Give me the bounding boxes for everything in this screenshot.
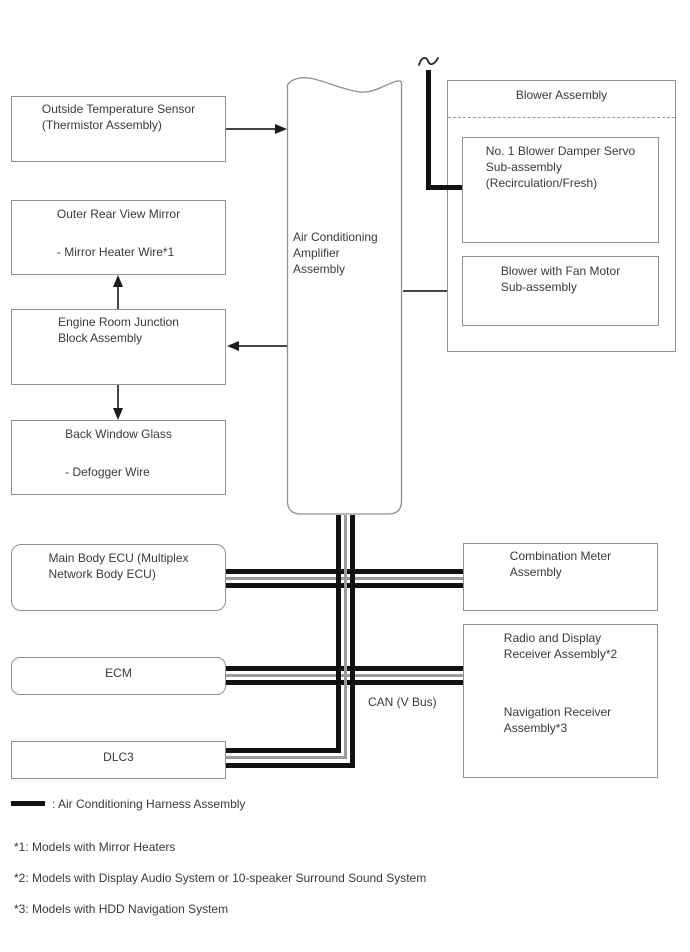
- box-label-line: Air Conditioning: [293, 230, 378, 244]
- box-label-line: Assembly: [509, 565, 562, 579]
- box-label-line: Main Body ECU (Multiplex: [48, 551, 189, 565]
- can-bus-label: CAN (V Bus): [368, 695, 437, 709]
- dlc3-bus-top: [226, 748, 341, 753]
- box-label-line: Amplifier: [293, 246, 340, 260]
- box-label-line: No. 1 Blower Damper Servo: [485, 144, 636, 158]
- blower-dashed-divider: [448, 117, 675, 118]
- box-label-line: Outer Rear View Mirror: [56, 207, 181, 221]
- dlc3-bus-bottom: [226, 763, 355, 768]
- arrowhead-up-mirror-icon: [113, 275, 123, 287]
- back-window-glass-box: [11, 420, 226, 495]
- engine-room-junction-block-box: [11, 309, 226, 385]
- ecm-box: [11, 657, 226, 695]
- air-conditioning-amplifier-shape: [286, 76, 403, 516]
- can-bus-vertical-center: [344, 515, 347, 758]
- blower-damper-servo-box: [462, 137, 659, 243]
- box-label-line: Assembly: [293, 262, 346, 276]
- box-label-line: (Recirculation/Fresh): [485, 176, 598, 190]
- box-label-line: Back Window Glass: [65, 427, 172, 441]
- box-label-line: Navigation Receiver: [503, 705, 612, 719]
- box-label-line: Receiver Assembly*2: [503, 647, 618, 661]
- box-label-line: Radio and Display: [503, 631, 602, 645]
- junction-to-back-window-line: [117, 385, 119, 409]
- box-label-line: (Thermistor Assembly): [41, 118, 162, 132]
- amplifier-label: [293, 229, 378, 277]
- legend-harness-label: : Air Conditioning Harness Assembly: [52, 797, 246, 811]
- junction-to-mirror-line: [117, 286, 119, 309]
- outer-rear-view-mirror-box: [11, 200, 226, 275]
- dlc3-bus-center: [226, 756, 347, 759]
- radio-navigation-receiver-box: [463, 624, 658, 778]
- main-body-ecu-box: [11, 544, 226, 611]
- blower-fan-motor-box: [462, 256, 659, 326]
- dlc3-box: [11, 741, 226, 779]
- box-label-line: Assembly*3: [503, 721, 568, 735]
- box-label-line: ECM: [105, 666, 132, 680]
- blower-assembly-title: Blower Assembly: [515, 88, 608, 102]
- box-label-line: Combination Meter: [509, 549, 612, 563]
- amplifier-to-fan-motor-line: [403, 290, 451, 292]
- box-label-line: Outside Temperature Sensor: [41, 102, 196, 116]
- box-label-line: - Defogger Wire: [65, 465, 150, 479]
- footnote-1: *1: Models with Mirror Heaters: [14, 840, 176, 854]
- harness-line-horizontal: [426, 185, 462, 190]
- box-label-line: DLC3: [103, 750, 134, 764]
- box-label-line: Sub-assembly: [485, 160, 562, 174]
- can-bus-vertical-right: [350, 515, 355, 768]
- box-label-line: Sub-assembly: [500, 280, 577, 294]
- arrowhead-left-junction-icon: [227, 341, 239, 351]
- box-label-line: Block Assembly: [58, 331, 143, 345]
- legend-harness-swatch: [11, 801, 45, 806]
- temp-sensor-to-amplifier-line: [226, 128, 277, 130]
- can-bus-vertical-left: [336, 515, 341, 753]
- harness-break-squiggle-icon: [416, 52, 442, 70]
- combination-meter-box: [463, 543, 658, 611]
- footnote-3: *3: Models with HDD Navigation System: [14, 902, 229, 916]
- amplifier-to-junction-line: [239, 345, 287, 347]
- harness-line-vertical: [426, 70, 431, 190]
- box-label-line: Network Body ECU): [48, 567, 156, 581]
- outside-temperature-sensor-box: [11, 96, 226, 162]
- box-label-line: Blower with Fan Motor: [500, 264, 621, 278]
- box-label-line: Engine Room Junction: [58, 315, 179, 329]
- footnote-2: *2: Models with Display Audio System or 10-speaker Surround Sound System: [14, 871, 427, 885]
- arrowhead-down-back-window-icon: [113, 408, 123, 420]
- box-label-line: - Mirror Heater Wire*1: [56, 245, 175, 259]
